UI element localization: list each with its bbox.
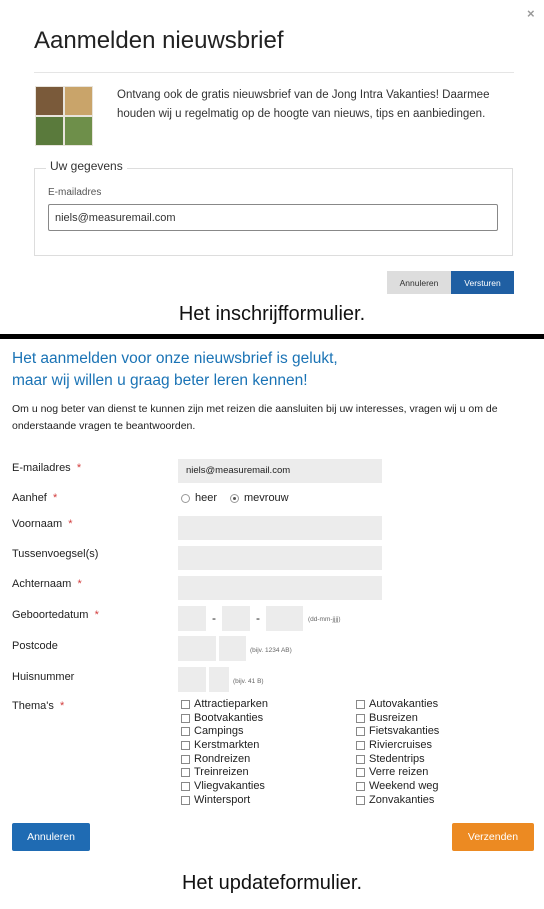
theme-label: Campings xyxy=(194,725,244,738)
birth-year-field[interactable] xyxy=(266,606,303,631)
postcode-letters-field[interactable] xyxy=(219,636,246,661)
radio-heer[interactable] xyxy=(181,494,190,503)
date-separator: - xyxy=(256,611,260,625)
newsletter-thumbnail xyxy=(35,86,93,146)
date-hint: (dd-mm-jjjj) xyxy=(308,616,341,623)
checkbox[interactable] xyxy=(356,796,365,805)
success-heading-line: Het aanmelden voor onze nieuwsbrief is gelukt, xyxy=(12,350,338,367)
checkbox[interactable] xyxy=(181,768,190,777)
checkbox[interactable] xyxy=(356,727,365,736)
success-heading-line: maar wij willen u graag beter leren kennen! xyxy=(12,372,308,389)
birth-month-field[interactable] xyxy=(222,606,250,631)
postcode-label: Postcode xyxy=(12,640,58,652)
theme-label: Attractieparken xyxy=(194,698,268,710)
caption-bottom: Het updateformulier. xyxy=(181,872,363,894)
postcode-digits-field[interactable] xyxy=(178,636,216,661)
fieldset-legend: Uw gegevens xyxy=(46,159,127,173)
checkbox[interactable] xyxy=(356,755,365,764)
checkbox[interactable] xyxy=(181,741,190,750)
checkbox[interactable] xyxy=(356,768,365,777)
theme-label: Stedentrips xyxy=(369,752,425,765)
theme-label: Wintersport xyxy=(194,793,251,806)
cancel-button[interactable]: Annuleren xyxy=(387,271,451,294)
cancel-button[interactable]: Annuleren xyxy=(12,823,90,851)
checkbox[interactable] xyxy=(356,782,365,791)
theme-label: Rondreizen xyxy=(194,752,251,765)
date-separator: - xyxy=(212,611,216,625)
theme-label: Zonvakanties xyxy=(369,793,435,806)
theme-label: Busreizen xyxy=(369,711,418,724)
radio-heer-label: heer xyxy=(195,492,218,504)
tussenvoegsel-label: Tussenvoegsel(s) xyxy=(12,548,99,560)
checkbox[interactable] xyxy=(356,700,365,709)
huisnummer-hint: (bijv. 41 B) xyxy=(233,678,264,685)
achternaam-label: Achternaam * xyxy=(12,578,82,590)
submit-button[interactable]: Verzenden xyxy=(452,823,534,851)
postcode-hint: (bijv. 1234 AB) xyxy=(250,647,292,654)
modal-title: Aanmelden nieuwsbrief xyxy=(34,27,284,54)
radio-mevrouw-label: mevrouw xyxy=(244,492,289,504)
email-label: E-mailadres * xyxy=(12,462,82,474)
update-intro: Om u nog beter van dienst te kunnen zijn met reizen die aansluiten bij uw interesses, vragen wij u om de onderstaande vragen te beantwoorden. xyxy=(12,403,498,432)
radio-mevrouw[interactable] xyxy=(230,494,239,503)
checkbox[interactable] xyxy=(181,782,190,791)
themas-label: Thema's * xyxy=(12,700,65,712)
success-heading xyxy=(12,348,532,392)
huisnummer-label: Huisnummer xyxy=(12,671,75,683)
geboortedatum-label: Geboortedatum * xyxy=(12,609,99,621)
theme-label: Kerstmarkten xyxy=(194,739,260,752)
submit-button[interactable]: Versturen xyxy=(451,271,514,294)
divider xyxy=(34,72,514,73)
huisnummer-field[interactable] xyxy=(178,667,206,692)
email-label: E-mailadres xyxy=(48,187,102,198)
theme-label: Treinreizen xyxy=(194,766,249,779)
close-icon[interactable]: × xyxy=(527,6,535,21)
checkbox[interactable] xyxy=(356,714,365,723)
checkbox[interactable] xyxy=(356,741,365,750)
theme-label: Bootvakanties xyxy=(194,711,264,724)
theme-label: Vliegvakanties xyxy=(194,780,265,793)
voornaam-field[interactable] xyxy=(178,516,382,540)
theme-label: Fietsvakanties xyxy=(369,725,440,738)
theme-label: Riviercruises xyxy=(369,739,432,752)
checkbox[interactable] xyxy=(181,714,190,723)
section-divider xyxy=(0,334,544,339)
voornaam-label: Voornaam * xyxy=(12,518,73,530)
theme-label: Verre reizen xyxy=(369,766,429,779)
checkbox[interactable] xyxy=(181,700,190,709)
email-field[interactable] xyxy=(48,204,498,231)
checkbox[interactable] xyxy=(181,796,190,805)
email-field[interactable]: niels@measuremail.com xyxy=(178,459,382,483)
newsletter-intro: Ontvang ook de gratis nieuwsbrief van de Jong Intra Vakanties! Daarmee houden wij u regelmatig op de hoogte van nieuws, tips en aanbiedingen. xyxy=(117,89,490,120)
birth-day-field[interactable] xyxy=(178,606,206,631)
checkbox[interactable] xyxy=(181,755,190,764)
tussenvoegsel-field[interactable] xyxy=(178,546,382,570)
theme-label: Autovakanties xyxy=(369,698,439,710)
checkbox[interactable] xyxy=(181,727,190,736)
theme-label: Weekend weg xyxy=(369,780,439,793)
achternaam-field[interactable] xyxy=(178,576,382,600)
aanhef-label: Aanhef * xyxy=(12,492,58,504)
huisnummer-toevoeging-field[interactable] xyxy=(209,667,229,692)
caption-top: Het inschrijfformulier. xyxy=(178,303,366,325)
